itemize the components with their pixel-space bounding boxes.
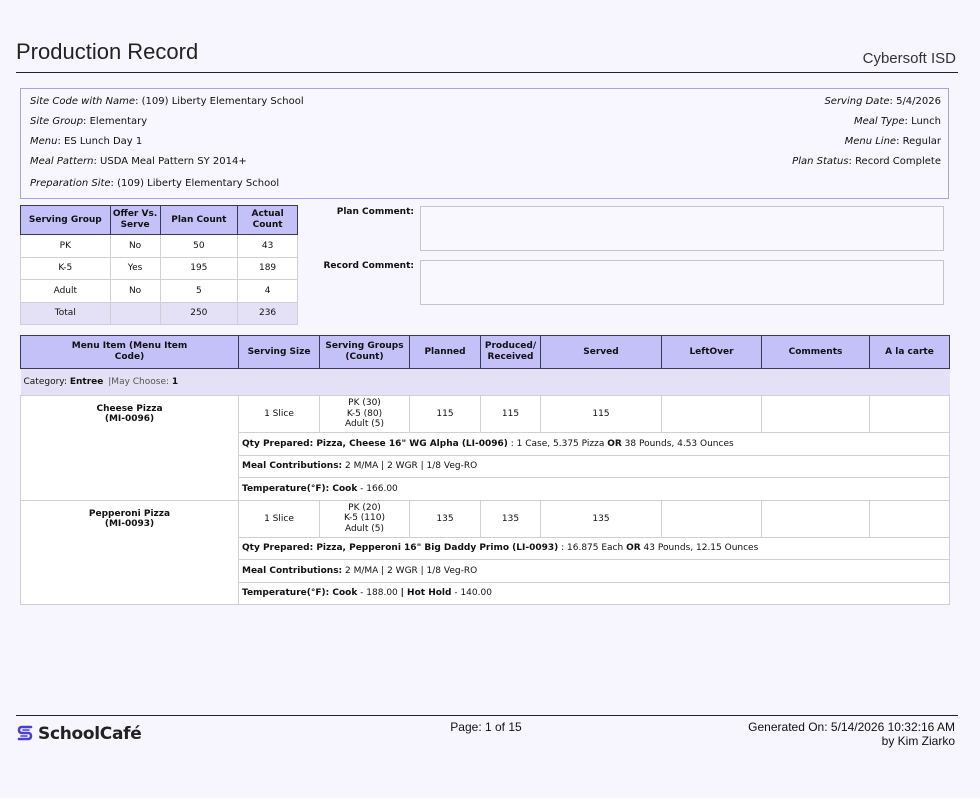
column-header: Actual Count (238, 206, 298, 235)
table-cell: 236 (238, 302, 298, 325)
serving-size-cell: 1 Slice (239, 500, 320, 537)
temperature-cell: Temperature(°F): Cook - 166.00 (239, 478, 950, 501)
served-cell: 135 (541, 500, 662, 537)
column-header: Serving Groups (Count) (320, 336, 410, 369)
leftover-cell (662, 396, 762, 433)
page-title: Production Record (16, 39, 199, 64)
record-comment-label: Record Comment: (323, 261, 414, 271)
column-header: LeftOver (662, 336, 762, 369)
menu-item-name-cell: Cheese Pizza (MI-0096) (21, 396, 239, 501)
column-header: Serving Group (21, 206, 111, 235)
temperature-cell: Temperature(°F): Cook - 188.00 | Hot Hold - 140.00 (239, 582, 950, 605)
leftover-cell (662, 500, 762, 537)
page-number: Page: 1 of 15 (450, 720, 522, 734)
column-header: Comments (762, 336, 870, 369)
a-la-carte-cell (870, 396, 950, 433)
produced-cell: 115 (481, 396, 541, 433)
menu-item-table (20, 335, 950, 605)
table-header-row (21, 206, 298, 235)
table-header-row (21, 336, 950, 369)
qty-prepared-cell: Qty Prepared: Pizza, Cheese 16" WG Alpha (LI-0096) : 1 Case, 5.375 Pizza OR 38 Pounds, 4.53 Ounces (239, 433, 950, 456)
qty-prepared-cell: Qty Prepared: Pizza, Pepperoni 16" Big Daddy Primo (LI-0093) : 16.875 Each OR 43 Pounds, 12.15 Ounces (239, 537, 950, 560)
column-header: Planned (410, 336, 481, 369)
table-cell (110, 302, 160, 325)
table-cell: 195 (160, 257, 238, 280)
site-group-field: Site Group: Elementary (30, 116, 148, 127)
comments-cell (762, 396, 870, 433)
table-cell: 4 (238, 280, 298, 303)
column-header: A la carte (870, 336, 950, 369)
planned-cell: 135 (410, 500, 481, 537)
served-cell: 115 (541, 396, 662, 433)
table-row (21, 257, 298, 280)
column-header: Menu Item (Menu Item Code) (21, 336, 239, 369)
table-cell: 43 (238, 235, 298, 258)
meal-contributions-cell: Meal Contributions: 2 M/MA | 2 WGR | 1/8 Veg-RO (239, 455, 950, 478)
serving-group-table (20, 205, 298, 325)
header-divider (16, 72, 958, 73)
schoolcafe-logo (17, 724, 141, 744)
plan-comment-box[interactable] (420, 206, 944, 251)
column-header: Offer Vs. Serve (110, 206, 160, 235)
table-cell: 50 (160, 235, 238, 258)
category-row (21, 369, 950, 396)
table-cell: 5 (160, 280, 238, 303)
column-header: Produced/ Received (481, 336, 541, 369)
generated-info: Generated On: 5/14/2026 10:32:16 AM by Kim Ziarko (748, 720, 955, 748)
table-row (21, 280, 298, 303)
table-cell: 250 (160, 302, 238, 325)
serving-size-cell: 1 Slice (239, 396, 320, 433)
column-header: Served (541, 336, 662, 369)
total-row (21, 302, 298, 325)
table-cell: K-5 (21, 257, 111, 280)
record-info-panel (20, 88, 949, 199)
category-cell: Category: Entree |May Choose: 1 (21, 369, 950, 396)
table-cell: PK (21, 235, 111, 258)
produced-cell: 135 (481, 500, 541, 537)
meal-pattern-field: Meal Pattern: USDA Meal Pattern SY 2014+ (30, 156, 247, 167)
footer-divider (16, 715, 958, 716)
meal-type-field: Meal Type: Lunch (853, 116, 941, 127)
a-la-carte-cell (870, 500, 950, 537)
table-cell: No (110, 235, 160, 258)
table-row (21, 500, 950, 537)
table-row (21, 235, 298, 258)
logo-text: SchoolCafé (38, 724, 142, 744)
serving-date-field: Serving Date: 5/4/2026 (824, 96, 941, 107)
plan-status-field: Plan Status: Record Complete (792, 156, 941, 167)
plan-comment-label: Plan Comment: (336, 207, 414, 217)
comments-cell (762, 500, 870, 537)
column-header: Serving Size (239, 336, 320, 369)
organization-name: Cybersoft ISD (862, 50, 956, 67)
schoolcafe-logo-icon (17, 725, 33, 743)
serving-groups-cell: PK (20) K-5 (110) Adult (5) (320, 500, 410, 537)
table-cell: 189 (238, 257, 298, 280)
preparation-site-field: Preparation Site: (109) Liberty Elementary School (30, 178, 280, 189)
table-cell: No (110, 280, 160, 303)
meal-contributions-cell: Meal Contributions: 2 M/MA | 2 WGR | 1/8 Veg-RO (239, 560, 950, 583)
planned-cell: 115 (410, 396, 481, 433)
menu-item-name-cell: Pepperoni Pizza (MI-0093) (21, 500, 239, 605)
menu-field: Menu: ES Lunch Day 1 (30, 136, 143, 147)
column-header: Plan Count (160, 206, 238, 235)
serving-groups-cell: PK (30) K-5 (80) Adult (5) (320, 396, 410, 433)
record-comment-box[interactable] (420, 260, 944, 305)
table-cell: Total (21, 302, 111, 325)
table-cell: Yes (110, 257, 160, 280)
table-cell: Adult (21, 280, 111, 303)
menu-line-field: Menu Line: Regular (844, 136, 941, 147)
table-row (21, 396, 950, 433)
site-code-field: Site Code with Name: (109) Liberty Elementary School (30, 96, 304, 107)
